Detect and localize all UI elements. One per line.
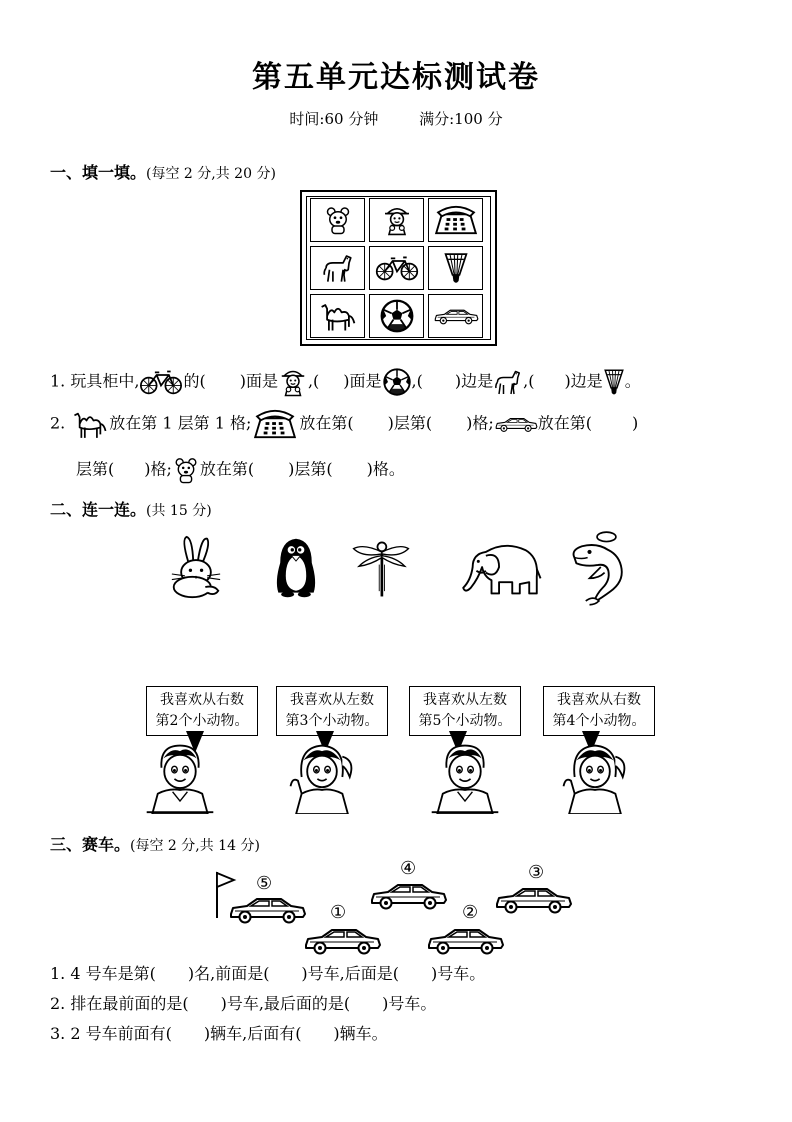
dragonfly-icon [350, 538, 412, 600]
doll-icon [381, 203, 413, 237]
s1-question-2-cont: 层第( )格; 放在第( )层第( )格。 [76, 455, 405, 485]
cabinet-cell [310, 294, 365, 338]
cabinet-cell [310, 198, 365, 242]
car-label-3: ③ [528, 862, 545, 883]
car-icon [494, 415, 538, 433]
speech-bubble-4: 我喜欢从右数 第4个小动物。 [543, 686, 655, 736]
soccer-ball-icon [379, 298, 415, 334]
horse-icon [493, 366, 523, 398]
car-label-4: ④ [400, 858, 417, 879]
s3-question-2: 2. 排在最前面的是( )号车,最后面的是( )号车。 [50, 994, 437, 1013]
section2-heading: 二、连一连。(共 15 分) [50, 500, 212, 519]
s3-question-3: 3. 2 号车前面有( )辆车,后面有( )辆车。 [50, 1024, 388, 1043]
section3-heading: 三、赛车。(每空 2 分,共 14 分) [50, 835, 260, 854]
race-car-4 [368, 880, 448, 910]
bear-icon [172, 455, 200, 485]
shuttlecock-icon [443, 250, 469, 286]
car-icon [433, 307, 479, 325]
speech-bubble-1: 我喜欢从右数 第2个小动物。 [146, 686, 258, 736]
race-car-3 [493, 884, 573, 914]
penguin-icon [270, 535, 322, 600]
cabinet-cell [428, 246, 483, 290]
cabinet-cell [428, 198, 483, 242]
s3-question-1: 1. 4 号车是第( )名,前面是( )号车,后面是( )号车。 [50, 964, 486, 983]
doll-icon [278, 366, 308, 398]
toy-cabinet [300, 190, 497, 346]
cabinet-cell [369, 294, 424, 338]
telephone-icon [432, 203, 480, 237]
dolphin-icon [565, 528, 631, 606]
bicycle-icon [375, 253, 419, 283]
shuttlecock-icon [603, 366, 625, 398]
cabinet-cell [369, 198, 424, 242]
car-label-1: ① [330, 902, 347, 923]
race-car-1 [302, 925, 382, 955]
speech-bubble-2: 我喜欢从左数 第3个小动物。 [276, 686, 388, 736]
car-label-2: ② [462, 902, 479, 923]
camel-icon [71, 407, 109, 441]
page-title: 第五单元达标测试卷 [252, 60, 540, 95]
horse-icon [321, 250, 355, 286]
section1-heading: 一、填一填。(每空 2 分,共 20 分) [50, 163, 276, 182]
exam-time: 时间:60 分钟 [289, 110, 379, 128]
car-label-5: ⑤ [256, 873, 273, 894]
s1-question-2: 2. 放在第 1 层第 1 格; 放在第( )层第( )格; 放在第( ) [50, 407, 638, 441]
exam-score: 满分:100 分 [419, 110, 503, 128]
camel-icon [318, 299, 358, 333]
rabbit-icon [165, 535, 227, 600]
s1-question-1: 1. 玩具柜中, 的( )面是 ,( )面是 ,( )边是 ,( )边是 。 [50, 366, 641, 398]
boy-2-icon [425, 740, 505, 814]
bear-icon [323, 203, 353, 237]
cabinet-cell [310, 246, 365, 290]
telephone-icon [251, 407, 299, 441]
race-car-5 [227, 894, 307, 924]
bicycle-icon [139, 368, 183, 396]
soccer-ball-icon [382, 367, 412, 397]
speech-bubble-3: 我喜欢从左数 第5个小动物。 [409, 686, 521, 736]
cabinet-cell [428, 294, 483, 338]
girl-2-icon [555, 740, 635, 814]
race-car-2 [425, 925, 505, 955]
boy-1-icon [140, 740, 220, 814]
girl-1-icon [282, 740, 362, 814]
elephant-icon [455, 535, 545, 601]
cabinet-cell [369, 246, 424, 290]
exam-meta [0, 108, 792, 129]
